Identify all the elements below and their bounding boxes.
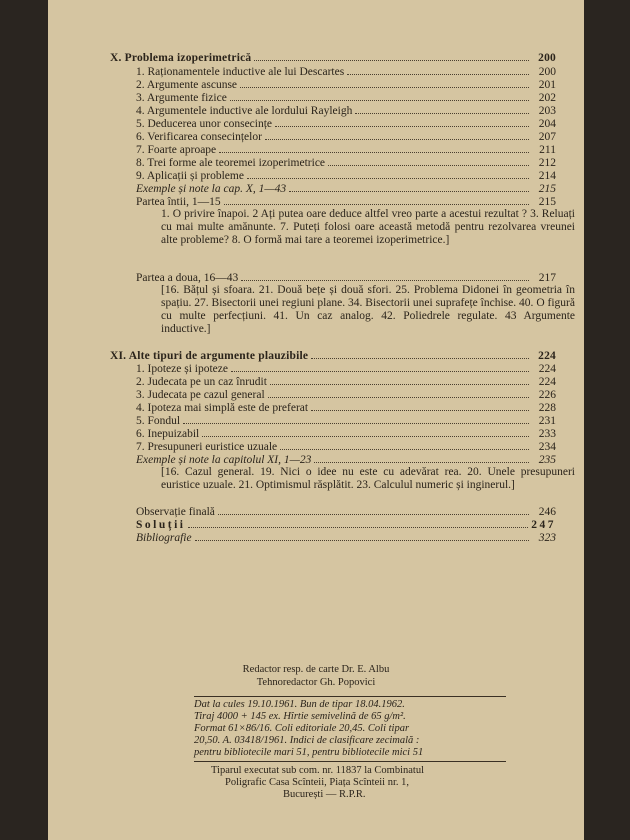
leader-dots	[254, 51, 529, 61]
printing-details	[194, 699, 514, 759]
entry-title: 1. Ipoteze și ipoteze	[136, 363, 228, 375]
page-number: 212	[538, 157, 556, 169]
page-number: 207	[538, 131, 556, 143]
chapter-10-examples	[136, 182, 556, 196]
page-number: 235	[538, 454, 556, 466]
leader-dots	[219, 143, 529, 153]
leader-dots	[280, 440, 529, 450]
entry-title: X. Problema izoperimetrică	[110, 52, 252, 64]
toc-final-entry	[136, 505, 556, 519]
printing-detail-line: 20,50. A. 03418/1961. Indici de clasificare zecimală :	[194, 735, 420, 746]
page-number: 246	[538, 506, 556, 518]
leader-dots	[314, 453, 529, 463]
part1-contents: 1. O privire înapoi. 2 Ați putea oare deduce altfel vreo parte a acestui rezultat ? 3. Reluați cu mai multe amănunte. 7. Puteți folosi oare această metodă pentru rezolvarea vreunei alte probleme? 8. O formă mai tare a teoremei izoperimetrice.]	[161, 208, 575, 246]
leader-dots	[195, 531, 529, 541]
editor-line-1: Redactor resp. de carte Dr. E. Albu	[242, 664, 390, 675]
leader-dots	[265, 130, 529, 140]
printing-detail-line: Tiraj 4000 + 145 ex. Hîrtie semivelină de 65 g/m².	[194, 711, 406, 722]
page-number: 224	[538, 363, 556, 375]
entry-title: Partea întii, 1—15	[136, 196, 221, 208]
chapter11-examples-contents: [16. Cazul general. 19. Nici o idee nu este cu adevărat rea. 20. Unele presupuneri euristice uzuale. 21. Optimismul răsplătit. 23. Calculul numeric și inginerul.]	[161, 466, 575, 491]
page-number: 247	[531, 519, 556, 531]
printing-detail-line: Dat la cules 19.10.1961. Bun de tipar 18.04.1962.	[194, 699, 405, 710]
leader-dots	[218, 505, 529, 515]
entry-title: 5. Fondul	[136, 415, 181, 427]
page-number: 215	[538, 183, 556, 195]
leader-dots	[347, 65, 529, 75]
page-number: 224	[538, 376, 556, 388]
printing-detail-line: pentru bibliotecile mari 51, pentru bibliotecile mici 51	[194, 747, 424, 758]
toc-section	[136, 143, 556, 157]
leader-dots	[202, 427, 529, 437]
page-number: 204	[538, 118, 556, 130]
leader-dots	[247, 169, 529, 179]
toc-final-entry	[136, 518, 556, 532]
chapter-10-heading	[110, 51, 556, 65]
entry-title: 8. Trei forme ale teoremei izoperimetrice	[136, 157, 326, 169]
printer-line-2: Poligrafic Casa Scînteii, Piața Scînteii nr. 1,	[225, 777, 410, 788]
entry-title: 9. Aplicații și probleme	[136, 170, 244, 182]
entry-title: 2. Judecata pe un caz înrudit	[136, 376, 267, 388]
toc-section	[136, 427, 556, 441]
leader-dots	[240, 78, 529, 88]
printing-detail-line: Format 61×86/16. Coli editoriale 20,45. Coli tipar	[194, 723, 410, 734]
toc-section	[136, 375, 556, 389]
part2-contents: [16. Bățul și sfoara. 21. Două bețe și două sfori. 25. Problema Didonei în geometria în spațiu. 27. Bisectorii unei regiuni plane. 34. Bisectorii unei suprafețe închise. 40. O figură cu multe perfecțiuni. 41. Un caz analog. 42. Poliedrele regulate. 43 Argumente inductive.]	[161, 284, 575, 335]
imprint-rule-bottom	[194, 761, 506, 762]
toc-section	[136, 440, 556, 454]
entry-title: 4. Argumentele inductive ale lordului Rayleigh	[136, 105, 353, 117]
leader-dots	[328, 156, 529, 166]
leader-dots	[230, 91, 529, 101]
page-number: 215	[538, 196, 556, 208]
page-number: 214	[538, 170, 556, 182]
page-number: 234	[538, 441, 556, 453]
toc-section	[136, 169, 556, 183]
entry-title: 1. Raționamentele inductive ale lui Descartes	[136, 66, 345, 78]
page-number: 226	[538, 389, 556, 401]
entry-title: 6. Verificarea consecințelor	[136, 131, 262, 143]
entry-title: 3. Judecata pe cazul general	[136, 389, 265, 401]
page-number: 224	[538, 350, 556, 362]
toc-section	[136, 156, 556, 170]
toc-section	[136, 78, 556, 92]
leader-dots	[241, 271, 529, 281]
entry-title: 7. Foarte aproape	[136, 144, 217, 156]
printer-line-3: București — R.P.R.	[283, 789, 366, 800]
entry-title: 5. Deducerea unor consecințe	[136, 118, 273, 130]
editor-line-2: Tehnoredactor Gh. Popovici	[256, 677, 376, 688]
printer-line-1: Tiparul executat sub com. nr. 11837 la Combinatul	[211, 765, 424, 776]
entry-title: 6. Inepuizabil	[136, 428, 200, 440]
page-number: 323	[538, 532, 556, 544]
page-number: 231	[538, 415, 556, 427]
page-number: 202	[538, 92, 556, 104]
entry-title: 3. Argumente fizice	[136, 92, 227, 104]
page-number: 201	[538, 79, 556, 91]
leader-dots	[270, 375, 529, 385]
entry-title: Partea a doua, 16—43	[136, 272, 239, 284]
entry-title: 7. Presupuneri euristice uzuale	[136, 441, 278, 453]
leader-dots	[231, 362, 529, 372]
toc-section	[136, 65, 556, 79]
toc-section	[136, 104, 556, 118]
leader-dots	[183, 414, 529, 424]
chapter-11-heading	[110, 349, 556, 363]
toc-section	[136, 362, 556, 376]
toc-section	[136, 414, 556, 428]
chapter-10-part-2	[136, 271, 556, 285]
page-number: 200	[538, 66, 556, 78]
page-number: 203	[538, 105, 556, 117]
page-number: 200	[538, 52, 556, 64]
entry-title: XI. Alte tipuri de argumente plauzibile	[110, 350, 309, 362]
leader-dots	[311, 349, 529, 359]
entry-title: 4. Ipoteza mai simplă este de preferat	[136, 402, 309, 414]
page-number: 233	[538, 428, 556, 440]
toc-final-entry	[136, 531, 556, 545]
entry-title: Exemple și note la cap. X, 1—43	[136, 183, 287, 195]
imprint-rule-top	[194, 696, 506, 697]
leader-dots	[188, 518, 528, 528]
leader-dots	[311, 401, 529, 411]
page-number: 228	[538, 402, 556, 414]
leader-dots	[289, 182, 529, 192]
toc-section	[136, 401, 556, 415]
toc-section	[136, 117, 556, 131]
leader-dots	[224, 195, 529, 205]
leader-dots	[355, 104, 529, 114]
book-page	[48, 0, 584, 840]
toc-section	[136, 388, 556, 402]
entry-title: 2. Argumente ascunse	[136, 79, 238, 91]
chapter-11-examples	[136, 453, 556, 467]
entry-title: Bibliografie	[136, 532, 192, 544]
leader-dots	[275, 117, 529, 127]
page-number: 211	[539, 144, 556, 156]
page-number: 217	[538, 272, 556, 284]
toc-section	[136, 130, 556, 144]
leader-dots	[268, 388, 529, 398]
entry-title: Soluții	[136, 519, 186, 531]
entry-title: Observație finală	[136, 506, 215, 518]
toc-section	[136, 91, 556, 105]
entry-title: Exemple și note la capitolul XI, 1—23	[136, 454, 312, 466]
chapter-10-part-1	[136, 195, 556, 209]
